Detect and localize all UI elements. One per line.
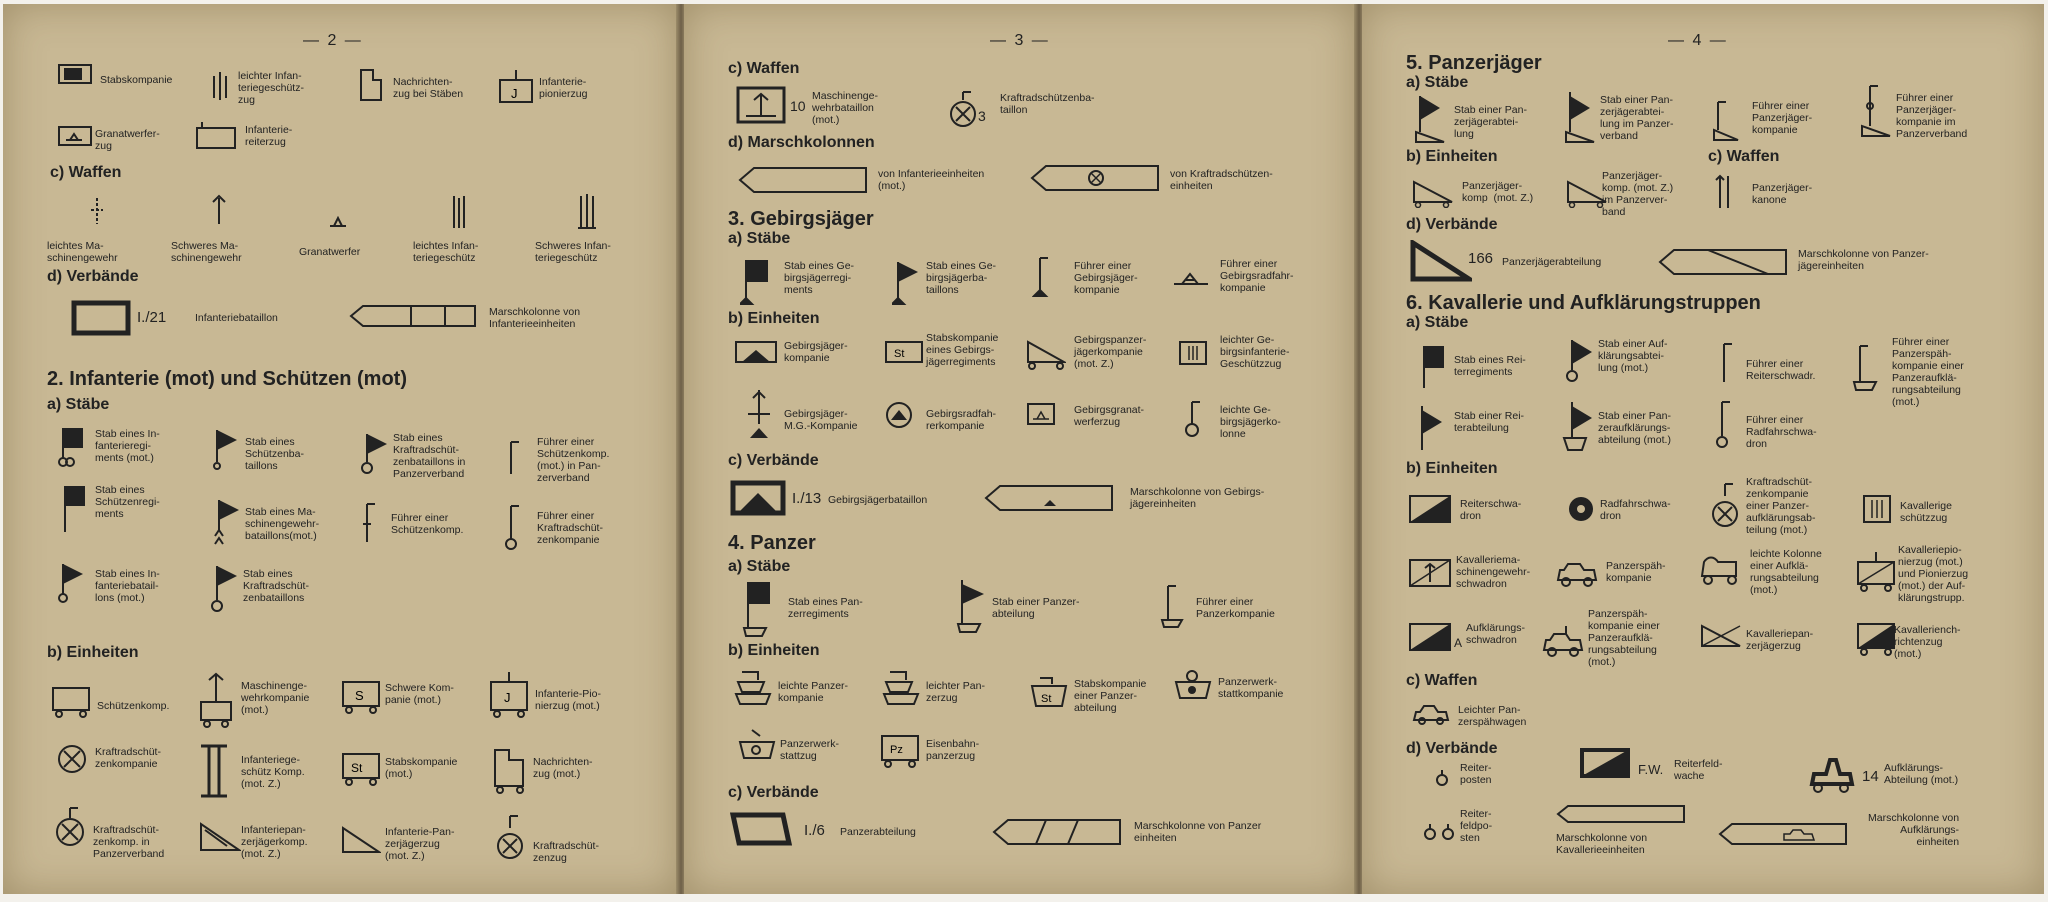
flag-symbol (740, 258, 770, 308)
motorcycle-battalion-symbol (946, 90, 980, 134)
armored-recon-pennant-symbol (1562, 400, 1596, 454)
legend-label: Marschkolonne von Aufklärungs- einheiten (1868, 812, 1960, 848)
mountain-mortar-symbol (1026, 402, 1056, 426)
tank-workshop-platoon-symbol (738, 728, 778, 764)
legend-label: Kavalleriepan- zerjägerzug (1746, 628, 1814, 652)
section-heading: c) Waffen (1708, 148, 1780, 165)
mountain-gun-symbol (1178, 340, 1208, 366)
recon-pennant-symbol (1564, 338, 1598, 388)
mountain-battalion-symbol (730, 480, 786, 516)
legend-label: Gebirgsjäger- kompanie (784, 340, 848, 364)
legend-label: Infanterie-Pan- zerjägerzug (mot. Z.) (385, 826, 455, 862)
antitank-wedge-symbol (199, 822, 241, 852)
cavalry-antitank-symbol (1700, 624, 1742, 650)
legend-label: Marschkolonne von Kavallerieeinheiten (1556, 832, 1648, 856)
legend-label: Stab einer Pan- zerjägerabtei- lung im Panzer- verband (1600, 94, 1674, 142)
armored-car-company-symbol (1554, 560, 1600, 588)
light-infantry-gun-symbol (449, 194, 469, 230)
legend-label: Stab einer Pan- zeraufklärungs- abteilung (mot.) (1598, 410, 1671, 446)
antitank-gun-symbol (1714, 174, 1734, 210)
legend-label: Gebirgspanzer- jägerkompanie (mot. Z.) (1074, 334, 1147, 370)
legend-label: Reiter- feldpo- sten (1460, 808, 1493, 844)
flag-symbol (59, 484, 89, 536)
unit-count: 3 (978, 108, 986, 124)
legend-label: von Infanterieeinheiten (mot.) (878, 168, 985, 192)
mountain-staff-company-symbol (884, 340, 924, 364)
gun-company-symbol (199, 742, 229, 798)
legend-label: leichtes Ma- schinengewehr (47, 240, 118, 264)
legend-label: Leichter Pan- zerspähwagen (1458, 704, 1527, 728)
svg-text:St: St (1041, 693, 1052, 705)
section-heading: d) Marschkolonnen (728, 134, 875, 151)
antitank-leader-symbol (1710, 100, 1740, 144)
light-column-symbol (1698, 554, 1744, 588)
legend-label: Panzerjäger- kanone (1752, 182, 1813, 206)
svg-text:J: J (511, 86, 518, 101)
svg-text:St: St (894, 348, 905, 360)
mortar-symbol (328, 216, 348, 228)
march-column-symbol (984, 484, 1114, 512)
legend-label: Stab eines Kraftradschüt- zenbataillons in Panzerverband (393, 432, 466, 480)
heavy-infantry-gun-symbol (576, 194, 598, 230)
legend-label: Kraftradschüt- zenkompanie einer Panzer- aufklärungsab- teilung (mot.) (1746, 476, 1816, 536)
legend-label: Gebirgsjäger- M.G.-Kompanie (784, 408, 858, 432)
section-heading: a) Stäbe (728, 230, 791, 247)
signal-platoon-symbol (359, 68, 383, 102)
badge-fw: F.W. (1638, 762, 1664, 777)
legend-label: Granatwerfer (299, 246, 361, 258)
pennant-symbol (57, 562, 87, 606)
pennant-symbol (361, 432, 391, 476)
unit-code: 166 (1468, 250, 1494, 267)
motorcycle-symbol (55, 742, 89, 776)
section-heading: 5. Panzerjäger (1406, 52, 1542, 74)
antitank-leader-symbol (1858, 84, 1892, 140)
legend-label: Stab einer Rei- terabteilung (1454, 410, 1525, 434)
antitank-company-symbol (1412, 180, 1454, 208)
railway-tank-platoon-symbol (880, 734, 920, 768)
legend-label: Schweres Infan- teriegeschütz (535, 240, 611, 264)
rider-post-symbol (1434, 768, 1450, 788)
antitank-battalion-symbol (1410, 240, 1472, 282)
cyclist-leader-symbol (1712, 400, 1736, 452)
leader-symbol (503, 504, 527, 552)
legend-label: Schweres Ma- schinengewehr (171, 240, 242, 264)
legend-label: Maschinenge- wehrbataillon (mot.) (812, 90, 878, 126)
legend-label: Marschkolonne von Infanterieeinheiten (489, 306, 581, 330)
legend-label: Kraftradschüt- zenkomp. in Panzerverband (93, 824, 165, 860)
unit-count: 14 (1862, 768, 1879, 785)
rider-field-post-symbol (1422, 810, 1456, 844)
cavalry-flag-symbol (1418, 344, 1448, 392)
legend-label: leichter Infan- teriegeschütz- zug (238, 70, 304, 106)
cavalry-signal-symbol (1856, 622, 1896, 658)
legend-label: leichte Kolonne einer Aufklä- rungsabteilung (mot.) (1750, 548, 1822, 596)
legend-label: leichte Panzer- kompanie (778, 680, 849, 704)
legend-label: Führer einer Panzerjäger- kompanie im Panzerverband (1896, 92, 1968, 140)
legend-label: Führer einer Schützenkomp. (mot.) in Pan- zerverband (537, 436, 610, 484)
legend-label: Infanteriepan- zerjägerkomp. (mot. Z.) (241, 824, 308, 860)
light-armored-car-symbol (1410, 702, 1452, 726)
section-heading: a) Stäbe (1406, 74, 1469, 91)
legend-label: Panzerjägerabteilung (1502, 256, 1602, 268)
light-mg-symbol (87, 196, 107, 226)
unit-count: 10 (790, 98, 806, 114)
legend-label: Panzerabteilung (840, 826, 916, 838)
legend-label: Führer einer Panzerspäh- kompanie einer Panzeraufklä- rungsabteilung (mot.) (1892, 336, 1964, 408)
mortar-platoon-symbol (58, 126, 92, 146)
legend-label: von Kraftradschützen- einheiten (1170, 168, 1273, 192)
legend-label: Kraftradschüt- zenzug (533, 840, 599, 864)
legend-label: Führer einer Gebirgsradfahr- kompanie (1220, 258, 1294, 294)
cavalry-pioneer-symbol (1856, 550, 1896, 594)
mountain-mg-company-symbol (744, 388, 774, 440)
legend-label: Stab eines In- fanteriebatail- lons (mot.) (95, 568, 160, 604)
armored-car-company-symbol (1540, 624, 1586, 658)
infantry-gun-symbol (208, 72, 232, 102)
pennant-symbol (211, 564, 241, 616)
section-heading: c) Waffen (1406, 672, 1478, 689)
legend-label: Panzerspäh- kompanie (1606, 560, 1666, 584)
section-heading: c) Verbände (728, 784, 819, 801)
legend-label: Stabskompanie (100, 74, 173, 86)
badge-j: J (504, 690, 511, 705)
legend-label: Aufklärungs- schwadron (1466, 622, 1525, 646)
march-column-symbol (349, 304, 479, 328)
march-column-symbol (992, 818, 1122, 846)
legend-label: Führer einer Panzerjäger- kompanie (1752, 100, 1813, 136)
legend-label: Führer einer Reiterschwadr. (1746, 358, 1816, 382)
legend-label: Stab einer Auf- klärungsabtei- lung (mot.) (1598, 338, 1668, 374)
cavalry-squadron-symbol (1408, 494, 1452, 524)
mountain-company-symbol (734, 340, 778, 364)
legend-label: Infanteriebataillon (195, 312, 278, 324)
mg-battalion-symbol (736, 86, 786, 126)
unit-code: I./6 (804, 822, 825, 839)
motorcycle-symbol (53, 806, 87, 850)
legend-label: Panzerwerk- stattzug (780, 738, 839, 762)
section-heading: 2. Infanterie (mot) und Schützen (mot) (47, 368, 407, 390)
legend-label: Marschkolonne von Panzer- jägereinheiten (1798, 248, 1929, 272)
legend-label: Aufklärungs- Abteilung (mot.) (1884, 762, 1959, 786)
legend-label: Stab eines Schützenba- taillons (245, 436, 304, 472)
legend-label: Stab eines Ge- birgsjägerba- taillons (926, 260, 997, 296)
svg-text:Pz: Pz (890, 744, 903, 756)
march-column-symbol (1658, 248, 1788, 276)
legend-label: Marschkolonne von Gebirgs- jägereinheiten (1130, 486, 1265, 510)
recon-march-column-symbol (1718, 822, 1848, 846)
legend-label: Kraftradschüt- zenkompanie (95, 746, 161, 770)
legend-label: Stabskompanie einer Panzer- abteilung (1074, 678, 1147, 714)
cavalry-leader-symbol (1716, 342, 1736, 386)
light-tank-company-symbol (734, 668, 774, 708)
cavalry-mg-symbol (1408, 558, 1452, 588)
pennant-symbol (892, 260, 922, 308)
tank-battalion-symbol (730, 812, 792, 846)
light-tank-platoon-symbol (882, 668, 922, 708)
legend-label: Stab einer Pan- zerjägerabtei- lung (1454, 104, 1527, 140)
section-heading: d) Verbände (1406, 740, 1498, 757)
page-3 (684, 4, 1355, 894)
flag-symbol (57, 426, 87, 470)
mountain-column-symbol (1180, 400, 1204, 440)
legend-label: Panzerspäh- kompanie einer Panzeraufklä- rungsabteilung (mot.) (1588, 608, 1660, 668)
battalion-symbol (71, 300, 131, 336)
antitank-wedge-symbol (341, 826, 381, 854)
legend-label: Maschinenge- wehrkompanie (mot.) (241, 680, 310, 716)
legend-label: Führer einer Gebirgsjäger- kompanie (1074, 260, 1138, 296)
page-number: — 4 — (1668, 32, 1728, 49)
motorcycle-recon-symbol (1708, 482, 1742, 532)
legend-label: Schützenkomp. (97, 700, 170, 712)
legend-label: Führer einer Radfahrschwa- dron (1746, 414, 1817, 450)
motorized-unit-symbol (51, 686, 91, 718)
stabskompanie-symbol (58, 64, 92, 84)
section-heading: b) Einheiten (1406, 148, 1498, 165)
legend-label: Gebirgsgranat- werferzug (1074, 404, 1145, 428)
legend-label: Nachrichten- zug bei Stäben (393, 76, 464, 100)
pioneer-platoon-symbol (489, 670, 529, 720)
cavalry-pennant-symbol (1416, 404, 1446, 454)
panzer-leader-symbol (1158, 584, 1188, 630)
section-heading: 4. Panzer (728, 532, 816, 554)
cyclist-squadron-symbol (1566, 494, 1596, 524)
legend-label: Stabskompanie eines Gebirgs- jägerregiments (926, 332, 999, 368)
section-heading: 6. Kavallerie und Aufklärungstruppen (1406, 292, 1761, 314)
staff-company-symbol (341, 752, 381, 786)
leader-symbol (361, 502, 381, 544)
legend-label: Kavalleriepio- nierzug (mot.) und Pionierzug (mot.) der Auf- klärungstrupp. (1898, 544, 1969, 604)
legend-label: Führer einer Panzerkompanie (1196, 596, 1275, 620)
legend-label: Panzerjäger- komp. (mot. Z.) im Panzerver- band (1602, 170, 1674, 218)
section-heading: d) Verbände (47, 268, 139, 285)
section-heading: c) Verbände (728, 452, 819, 469)
page-2 (3, 4, 678, 894)
mountain-antitank-symbol (1026, 340, 1066, 370)
march-column-symbol (738, 166, 868, 194)
section-heading: c) Waffen (50, 164, 122, 181)
panzer-pennant-symbol (954, 578, 988, 638)
legend-label: Stabskompanie (mot.) (385, 756, 458, 780)
antitank-pennant-symbol (1562, 90, 1598, 144)
page-number: — 3 — (990, 32, 1050, 49)
legend-label: Stab eines Rei- terregiments (1454, 354, 1526, 378)
badge-st: St (351, 761, 363, 775)
legend-label: Kavalleriench- richtenzug (mot.) (1894, 624, 1961, 660)
legend-label: Gebirgsradfah- rerkompanie (926, 408, 997, 432)
recon-battalion-symbol (1806, 756, 1856, 796)
legend-label: Stab eines Ge- birgsjägerregi- ments (784, 260, 855, 296)
leader-symbol (1032, 256, 1052, 298)
signal-platoon-symbol (493, 748, 527, 794)
section-heading: c) Waffen (728, 60, 800, 77)
legend-label: Reiterschwa- dron (1460, 498, 1522, 522)
legend-label: leichter Pan- zerzug (926, 680, 985, 704)
legend-label: Schwere Kom- panie (mot.) (385, 682, 454, 706)
legend-label: Stab eines Pan- zerregiments (788, 596, 863, 620)
heavy-mg-symbol (209, 194, 229, 228)
legend-label: Reiterfeld- wache (1674, 758, 1723, 782)
legend-label: Panzerjäger- komp (mot. Z.) (1462, 180, 1534, 204)
march-column-symbol (1030, 164, 1160, 192)
legend-label: Infanteriege- schütz Komp. (mot. Z.) (241, 754, 305, 790)
motorcycle-symbol (493, 814, 527, 864)
tank-workshop-company-symbol (1174, 668, 1214, 702)
legend-label: Eisenbahn- panzerzug (926, 738, 980, 762)
legend-label: Stab eines Ma- schinengewehr- bataillons(mot.) (245, 506, 320, 542)
legend-label: Führer einer Schützenkomp. (391, 512, 464, 536)
mg-company-symbol (199, 672, 233, 728)
section-heading: a) Stäbe (1406, 314, 1469, 331)
section-heading: b) Einheiten (47, 644, 139, 661)
tank-staff-company-symbol (1030, 676, 1070, 710)
unit-code: I./13 (792, 490, 822, 507)
rider-field-guard-symbol (1580, 748, 1630, 778)
pennant-symbol (213, 428, 243, 472)
mounted-infantry-symbol (196, 120, 236, 150)
section-heading: b) Einheiten (1406, 460, 1498, 477)
section-heading: d) Verbände (1406, 216, 1498, 233)
page-4 (1362, 4, 2044, 894)
section-heading: b) Einheiten (728, 642, 820, 659)
badge-s: S (355, 688, 364, 703)
legend-label: Stab eines In- fanterieregi- ments (mot.) (95, 428, 160, 464)
bicycle-company-symbol (1172, 266, 1210, 288)
recon-squadron-symbol (1408, 622, 1452, 652)
unit-code: I./21 (137, 309, 167, 326)
legend-label: Kavalleriema- schinengewehr- schwadron (1456, 554, 1531, 590)
heavy-company-symbol (341, 680, 381, 714)
legend-label: Reiter- posten (1460, 762, 1492, 786)
legend-label: Stab eines Kraftradschüt- zenbataillons (243, 568, 309, 604)
cavalry-gun-symbol (1862, 494, 1892, 524)
pioneer-platoon-symbol (499, 68, 533, 104)
legend-label: leichte Ge- birgsjägerko- lonne (1220, 404, 1281, 440)
antitank-pennant-symbol (1412, 94, 1448, 144)
legend-label: Nachrichten- zug (mot.) (533, 756, 593, 780)
legend-label: Infanterie- reiterzug (245, 124, 293, 148)
section-heading: a) Stäbe (728, 558, 791, 575)
badge-a: A (1454, 636, 1463, 650)
panzer-flag-symbol (742, 580, 772, 640)
legend-label: Infanterie- pionierzug (539, 76, 588, 100)
section-heading: b) Einheiten (728, 310, 820, 327)
armored-car-leader-symbol (1852, 344, 1882, 392)
legend-label: Radfahrschwa- dron (1600, 498, 1671, 522)
legend-label: leichter Ge- birgsinfanterie- Geschützzug (1220, 334, 1290, 370)
mountain-cyclist-symbol (884, 400, 914, 430)
legend-label: leichtes Infan- teriegeschütz (413, 240, 479, 264)
section-heading: a) Stäbe (47, 396, 110, 413)
leader-symbol (505, 440, 525, 480)
legend-label: Kavallerige schützzug (1900, 500, 1952, 524)
legend-label: Granatwerfer- zug (95, 128, 160, 152)
legend-label: Stab eines Schützenregi- ments (95, 484, 160, 520)
legend-label: Marschkolonne von Panzer einheiten (1134, 820, 1262, 844)
legend-label: Kraftradschützenba- taillon (1000, 92, 1095, 116)
legend-label: Führer einer Kraftradschüt- zenkompanie (537, 510, 603, 546)
page-number: — 2 — (303, 32, 363, 49)
legend-label: Infanterie-Pio- nierzug (mot.) (535, 688, 601, 712)
legend-label: Gebirgsjägerbataillon (828, 494, 928, 506)
legend-label: Panzerwerk- stattkompanie (1218, 676, 1284, 700)
cavalry-march-column-symbol (1556, 804, 1686, 824)
legend-label: Stab einer Panzer- abteilung (992, 596, 1080, 620)
section-heading: 3. Gebirgsjäger (728, 208, 874, 230)
pennant-symbol (213, 498, 243, 550)
